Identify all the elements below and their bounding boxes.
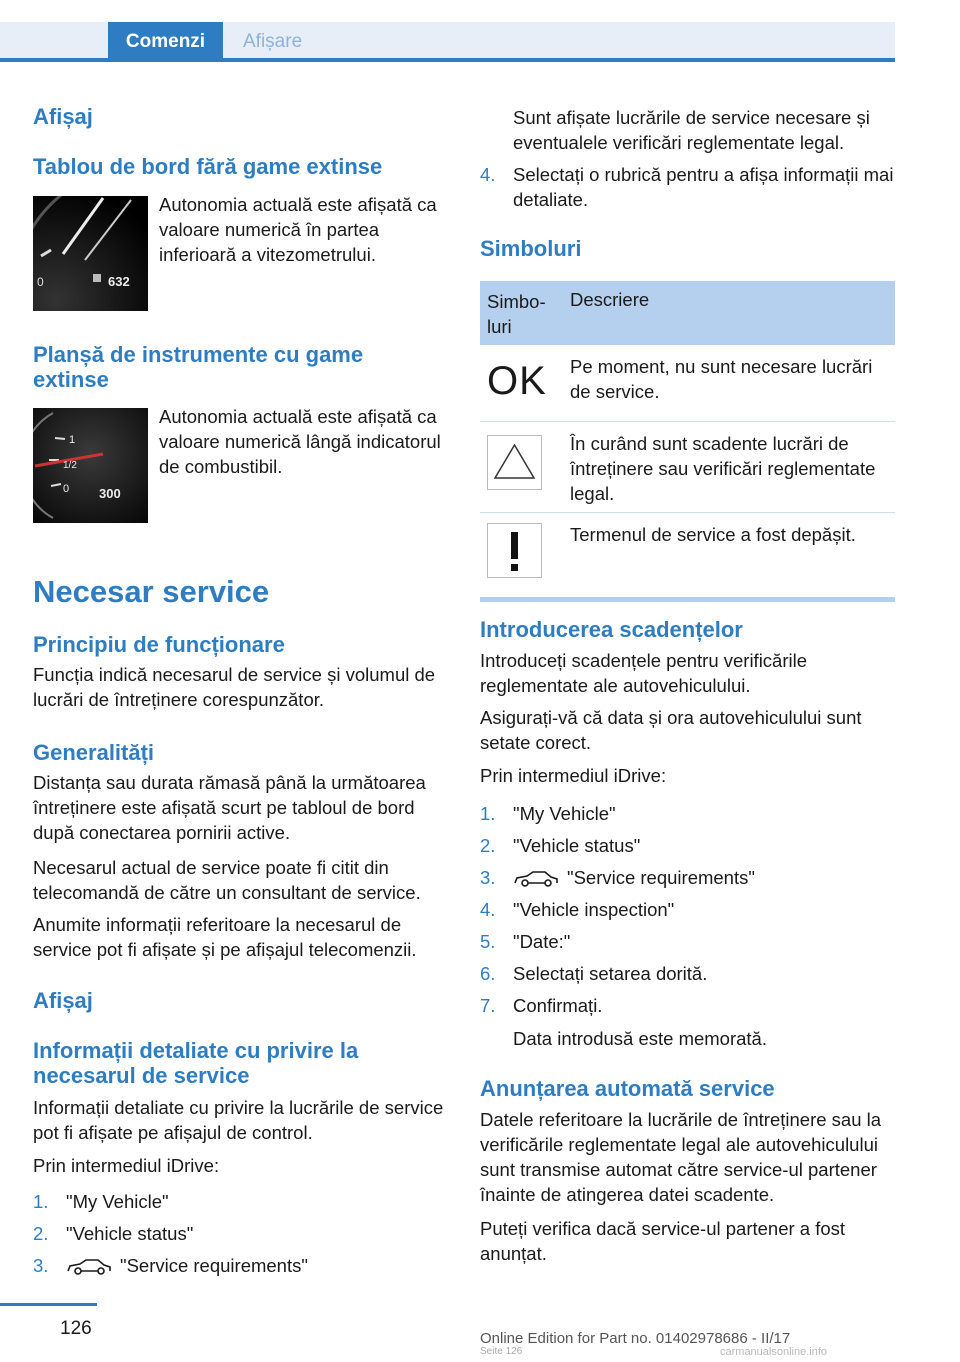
step-number: 4.: [480, 899, 496, 920]
heading-afisaj: Afișaj: [33, 104, 93, 129]
list-item: [33, 1253, 448, 1285]
step-number: 7.: [480, 995, 496, 1016]
list-item: [33, 1189, 448, 1221]
chapter-tabs: [0, 0, 895, 62]
col-header-description: Descriere: [570, 289, 650, 310]
right-steps: [480, 801, 895, 1025]
step-text: "My Vehicle": [513, 803, 616, 824]
step-text: Selectați o rubrică pentru a afișa informații mai detaliate.: [513, 164, 894, 210]
seite-label: Seite 126: [480, 1346, 523, 1357]
anuntarea-p1: Datele referitoare la lucrările de întreținere sau la verificările reglementate legal ale autovehiculului sunt transmise automat către service-ul partener înainte de atingerea datei scadente.: [480, 1109, 882, 1205]
heading-tablou: Tablou de bord fără game extinse: [33, 154, 383, 179]
row-description: Pe moment, nu sunt necesare lucrări de service.: [570, 356, 873, 402]
heading-plansa: Planșă de instrumente cu game extinse: [33, 342, 364, 392]
list-item: [480, 993, 895, 1025]
row-description: Termenul de service a fost depășit.: [570, 524, 856, 545]
thumb2-half: 1/2: [63, 460, 77, 471]
informatii-text: Informații detaliate cu privire la lucrările de service pot fi afișate pe afișajul de control.: [33, 1097, 444, 1143]
step-text: "Date:": [513, 931, 571, 952]
list-item: [480, 801, 895, 833]
tab-spacer: [0, 22, 108, 58]
step-number: 3.: [480, 867, 496, 888]
step-number: 5.: [480, 931, 496, 952]
speedometer-image: [33, 196, 148, 311]
left-idrive-intro: Prin intermediul iDrive:: [33, 1155, 220, 1176]
step-number: 3.: [33, 1255, 49, 1276]
table-row: [480, 345, 895, 422]
car-icon: [513, 870, 559, 888]
tab-comenzi[interactable]: Comenzi: [108, 22, 223, 58]
thumb1-range: 632: [108, 274, 130, 289]
heading-simboluri: Simboluri: [480, 236, 582, 261]
edition-text: Online Edition for Part no. 01402978686 - II/17: [480, 1330, 791, 1347]
symbols-table: [480, 281, 895, 602]
car-icon: [66, 1258, 112, 1276]
fuel-gauge-image: [33, 408, 148, 523]
warning-triangle-icon: [487, 435, 542, 490]
table-row: [480, 422, 895, 513]
step-number: 4.: [480, 164, 496, 185]
principiu-text: Funcția indică necesarul de service și volumul de lucrări de întreținere corespunzător.: [33, 664, 436, 710]
thumb2-range: 300: [99, 486, 121, 501]
intro-p2: Asigurați-vă că data și ora autovehiculului sunt setate corect.: [480, 707, 862, 753]
step-text: Confirmați.: [513, 995, 603, 1016]
heading-informatii: Informații detaliate cu privire la necesarul de service: [33, 1038, 359, 1088]
exclamation-icon: [487, 523, 542, 578]
step-number: 6.: [480, 963, 496, 984]
heading-necesar-service: Necesar service: [33, 574, 270, 609]
tablou-text: Autonomia actuală este afișată ca valoare numerică în partea inferioară a vitezometrului.: [159, 194, 437, 265]
list-item: [480, 865, 895, 897]
list-item: [480, 961, 895, 993]
edition-line: [480, 1330, 950, 1347]
intro-p1: Introduceți scadențele pentru verificările reglementate ale autovehiculului.: [480, 650, 808, 696]
step-text: Selectați setarea dorită.: [513, 963, 708, 984]
page-number: 126: [60, 1318, 92, 1339]
step-text: "Vehicle status": [513, 835, 641, 856]
service-list-text: Sunt afișate lucrările de service necesare și eventualele verificări reglementate legal.: [513, 107, 870, 153]
step-text: "Service requirements": [120, 1255, 308, 1276]
generalitati-p1: Distanța sau durata rămasă până la următoarea întreținere este afișată scurt pe tabloul de bord după conectarea pornirii active.: [33, 772, 426, 843]
list-item: [33, 1221, 448, 1253]
step-7-note: Data introdusă este memorată.: [513, 1028, 767, 1049]
col-header-symbols: Simbo-luri: [487, 291, 546, 337]
generalitati-p3: Anumite informații referitoare la necesarul de service pot fi afișate și pe afișajul telecomenzii.: [33, 914, 417, 960]
table-row: [480, 513, 895, 589]
step-text: "My Vehicle": [66, 1191, 169, 1212]
thumb2-one: 1: [69, 434, 76, 446]
list-item: [480, 929, 895, 961]
row-description: În curând sunt scadente lucrări de întreținere sau verificări reglementate legal.: [570, 433, 876, 504]
step-number: 2.: [480, 835, 496, 856]
step-text: "Vehicle status": [66, 1223, 194, 1244]
ok-icon: OK: [487, 359, 547, 403]
tab-afisare[interactable]: Afișare: [223, 22, 895, 58]
heading-afisaj-2: Afișaj: [33, 988, 93, 1013]
heading-anuntarea: Anunțarea automată service: [480, 1076, 775, 1101]
step-text: "Vehicle inspection": [513, 899, 675, 920]
left-steps: [33, 1189, 448, 1285]
thumb2-zero: 0: [63, 483, 70, 495]
table-bottom-rule: [480, 597, 895, 602]
watermark: carmanualsonline.info: [720, 1346, 828, 1358]
heading-generalitati: Generalități: [33, 740, 155, 765]
step-number: 1.: [480, 803, 496, 824]
step-number: 2.: [33, 1223, 49, 1244]
list-item: [480, 833, 895, 865]
step-text: "Service requirements": [567, 867, 755, 888]
heading-introducerea: Introducerea scadențelor: [480, 617, 743, 642]
step-number: 1.: [33, 1191, 49, 1212]
footer-rule: [0, 1303, 97, 1306]
plansa-text: Autonomia actuală este afișată ca valoare numerică lângă indicatorul de combustibil.: [159, 406, 441, 477]
anuntarea-p2: Puteți verifica dacă service-ul partener a fost anunțat.: [480, 1218, 846, 1264]
list-item: [480, 897, 895, 929]
table-header: [480, 281, 895, 345]
heading-principiu: Principiu de funcționare: [33, 632, 285, 657]
right-idrive-intro: Prin intermediul iDrive:: [480, 765, 667, 786]
thumb1-zero: 0: [37, 275, 44, 289]
generalitati-p2: Necesarul actual de service poate fi citit din telecomandă de către un consultant de service.: [33, 857, 421, 903]
